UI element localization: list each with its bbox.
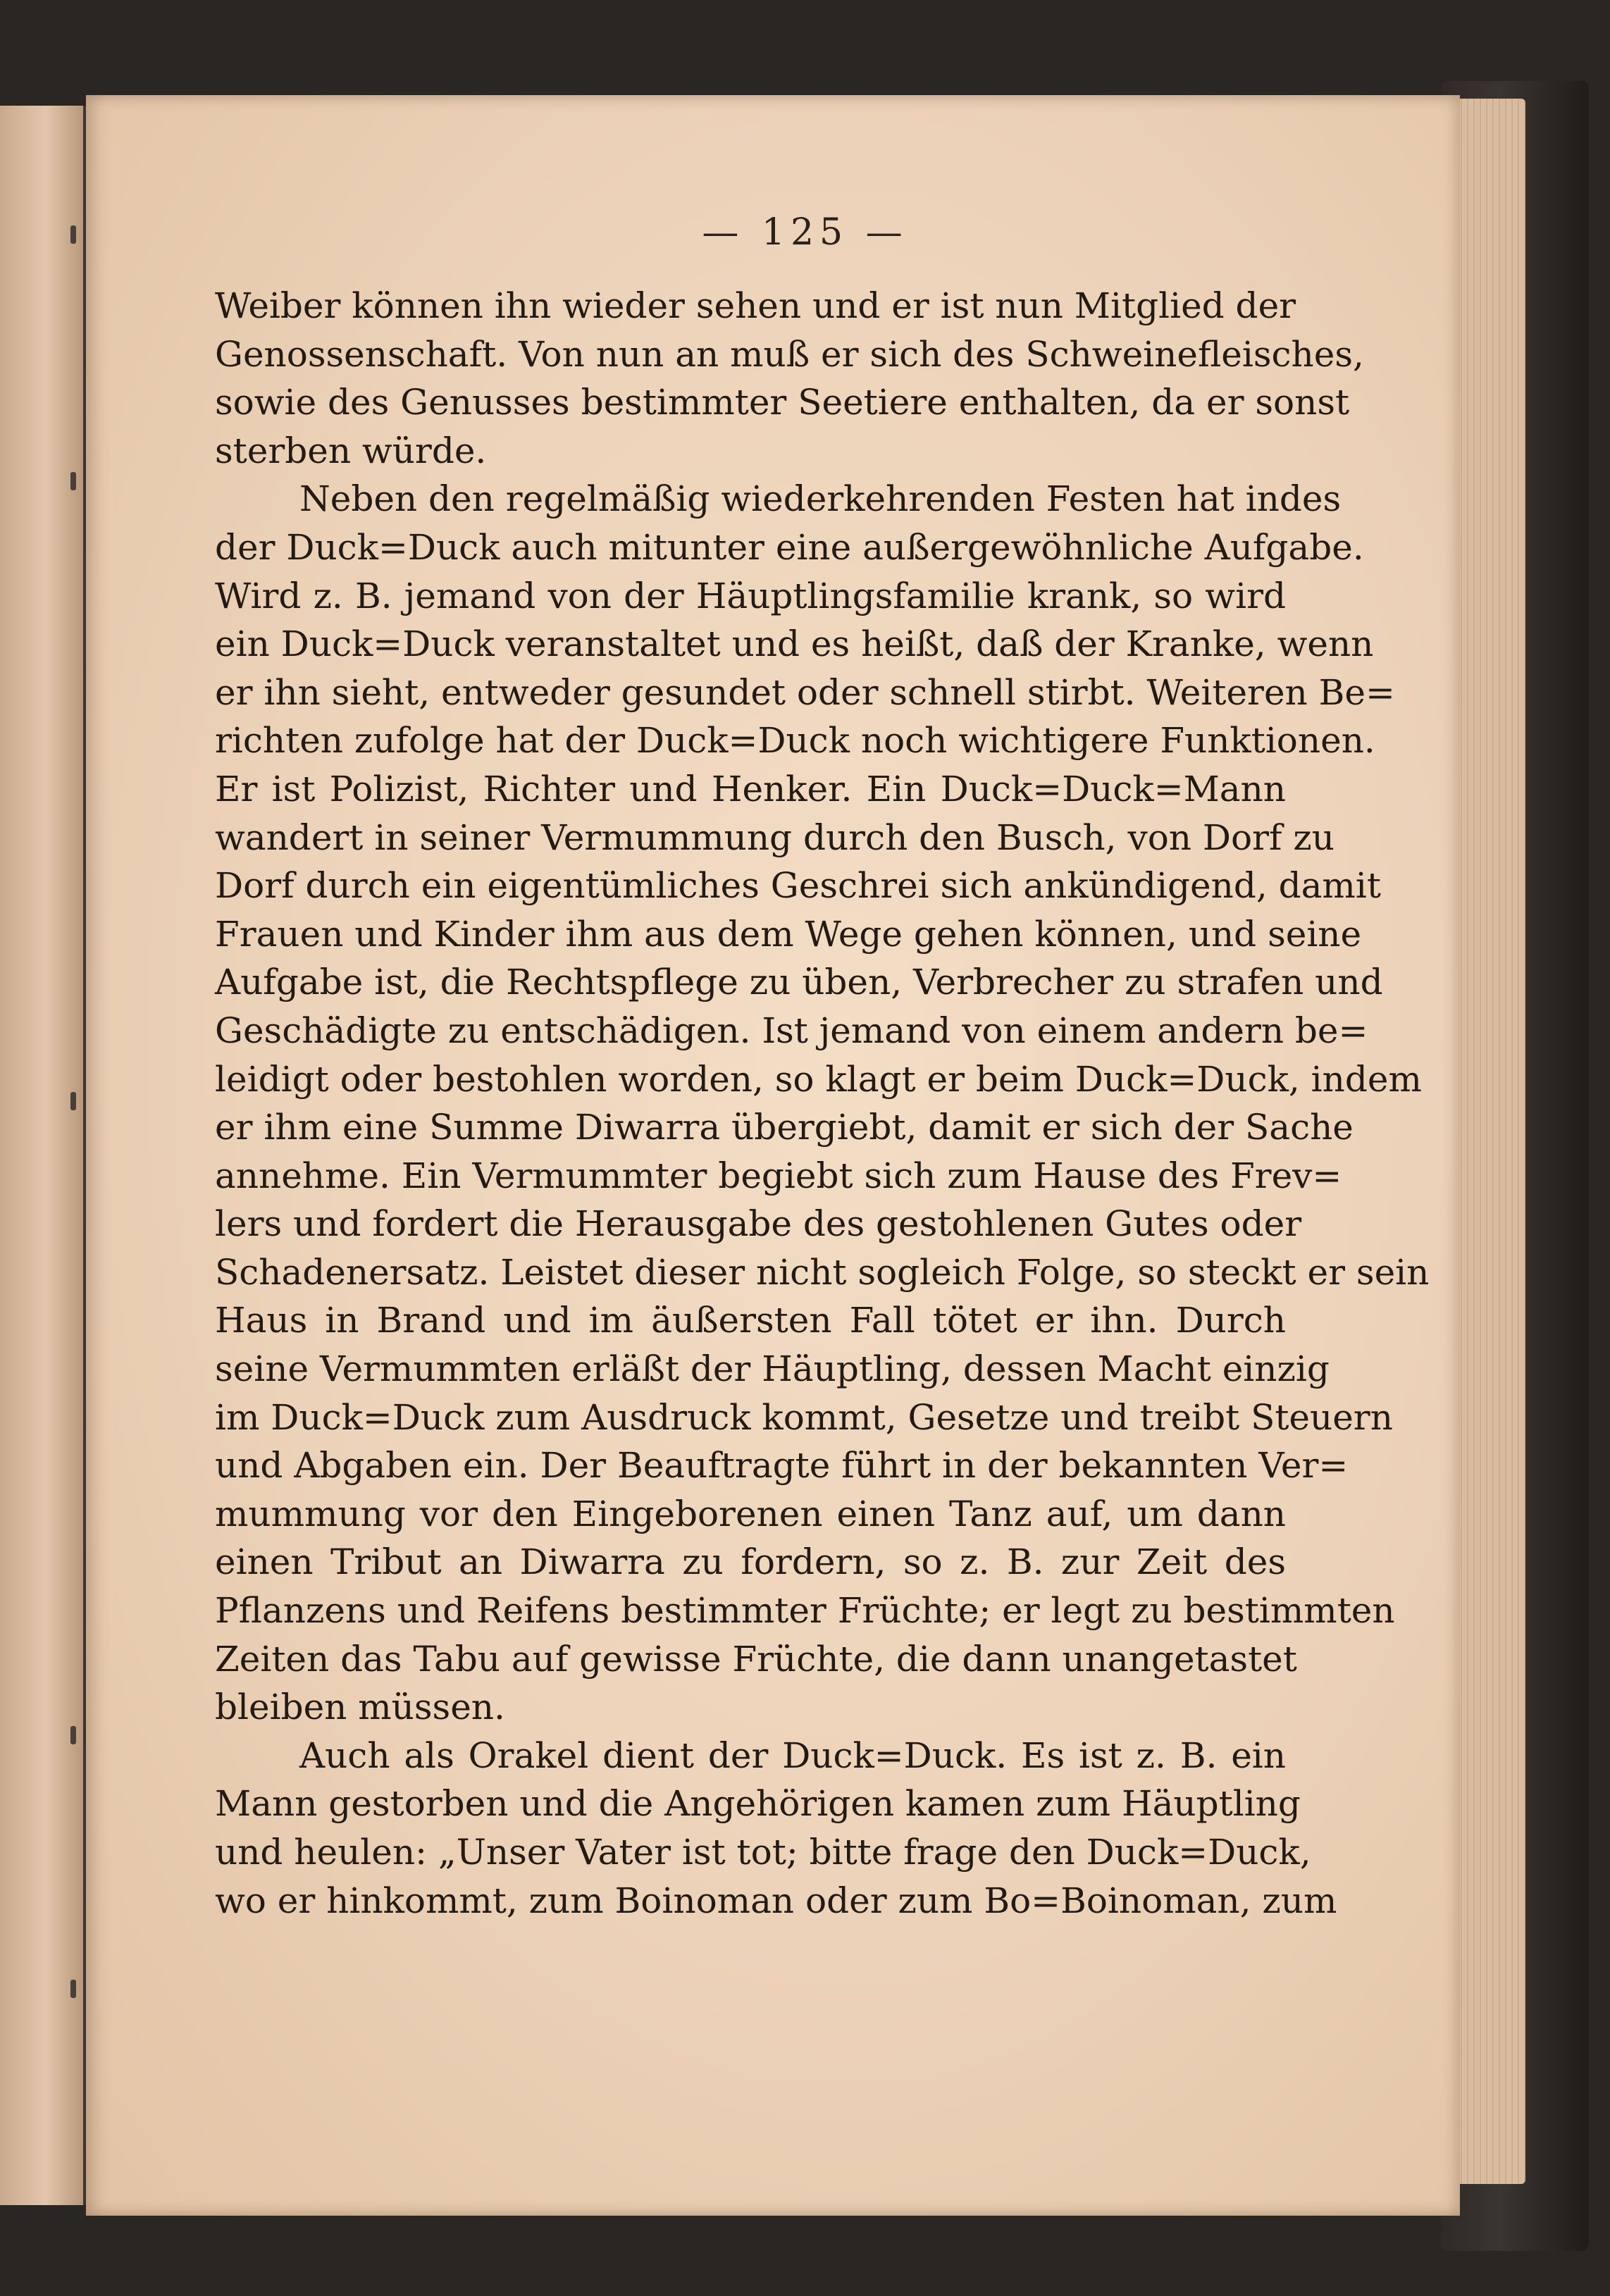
text-line: Schadenersatz. Leistet dieser nicht sogleich Folge, so steckt er sein [215,1251,1430,1293]
text-line: ein Duck=Duck veranstaltet und es heißt, daß der Kranke, wenn [215,623,1374,665]
text-line: er ihm eine Summe Diwarra übergiebt, damit er sich der Sache [215,1107,1354,1148]
text-line: bleiben müssen. [215,1687,505,1728]
text-line: im Duck=Duck zum Ausdruck kommt, Gesetze und treibt Steuern [215,1396,1393,1438]
text-line: leidigt oder bestohlen worden, so klagt er beim Duck=Duck, indem [215,1058,1422,1100]
binding-mark [70,1092,76,1110]
text-line: Pflanzens und Reifens bestimmter Früchte; er legt zu bestimmten [215,1590,1395,1632]
text-line: Genossenschaft. Von nun an muß er sich des Schweinefleisches, [215,333,1364,375]
text-line: sowie des Genusses bestimmter Seetiere enthalten, da er sonst [215,382,1350,423]
binding-mark [70,1980,76,1998]
text-line: er ihn sieht, entweder gesundet oder schnell stirbt. Weiteren Be= [215,671,1395,713]
text-line: Aufgabe ist, die Rechtspflege zu üben, Verbrecher zu strafen und [215,962,1383,1003]
text-line: seine Vermummten erläßt der Häuptling, dessen Macht einzig [215,1348,1330,1390]
text-line: Weiber können ihn wieder sehen und er ist nun Mitglied der [215,285,1296,326]
text-line: wandert in seiner Vermummung durch den Busch, von Dorf zu [215,817,1335,858]
text-line: Dorf durch ein eigentümliches Geschrei sich ankündigend, damit [215,865,1381,907]
text-line: Zeiten das Tabu auf gewisse Früchte, die dann unangetastet [215,1638,1297,1680]
text-line: der Duck=Duck auch mitunter eine außergewöhnliche Aufgabe. [215,526,1364,568]
text-line: Frauen und Kinder ihm aus dem Wege gehen können, und seine [215,913,1362,955]
text-line: Neben den regelmäßig wiederkehrenden Festen hat indes [299,478,1342,520]
text-line: einen Tribut an Diwarra zu fordern, so z. B. zur Zeit des [215,1541,1286,1583]
binding-mark [70,1726,76,1744]
text-line: mummung vor den Eingeborenen einen Tanz auf, um dann [215,1493,1286,1534]
text-line: Auch als Orakel dient der Duck=Duck. Es ist z. B. ein [299,1735,1286,1776]
text-line: lers und fordert die Herausgabe des gestohlenen Gutes oder [215,1203,1302,1245]
text-line: Mann gestorben und die Angehörigen kamen zum Häuptling [215,1783,1301,1825]
text-line: und Abgaben ein. Der Beauftragte führt in der bekannten Ver= [215,1445,1349,1487]
text-line: annehme. Ein Vermummter begiebt sich zum Hause des Frev= [215,1155,1342,1196]
text-line: Haus in Brand und im äußersten Fall tötet er ihn. Durch [215,1300,1286,1341]
text-line: Geschädigte zu entschädigen. Ist jemand von einem andern be= [215,1010,1368,1051]
facing-page-edge [0,106,87,2205]
text-line: sterben würde. [215,430,487,471]
binding-mark [70,472,76,490]
text-line: wo er hinkommt, zum Boinoman oder zum Bo=Boinoman, zum [215,1880,1337,1921]
text-line: Er ist Polizist, Richter und Henker. Ein Duck=Duck=Mann [215,768,1286,809]
text-line: Wird z. B. jemand von der Häuptlingsfamilie krank, so wird [215,575,1286,616]
text-line: und heulen: „Unser Vater ist tot; bitte frage den Duck=Duck, [215,1832,1311,1873]
text-line: richten zufolge hat der Duck=Duck noch wichtigere Funktionen. [215,720,1375,762]
page-number: — 125 — [702,211,908,254]
body-text [215,282,1430,1925]
